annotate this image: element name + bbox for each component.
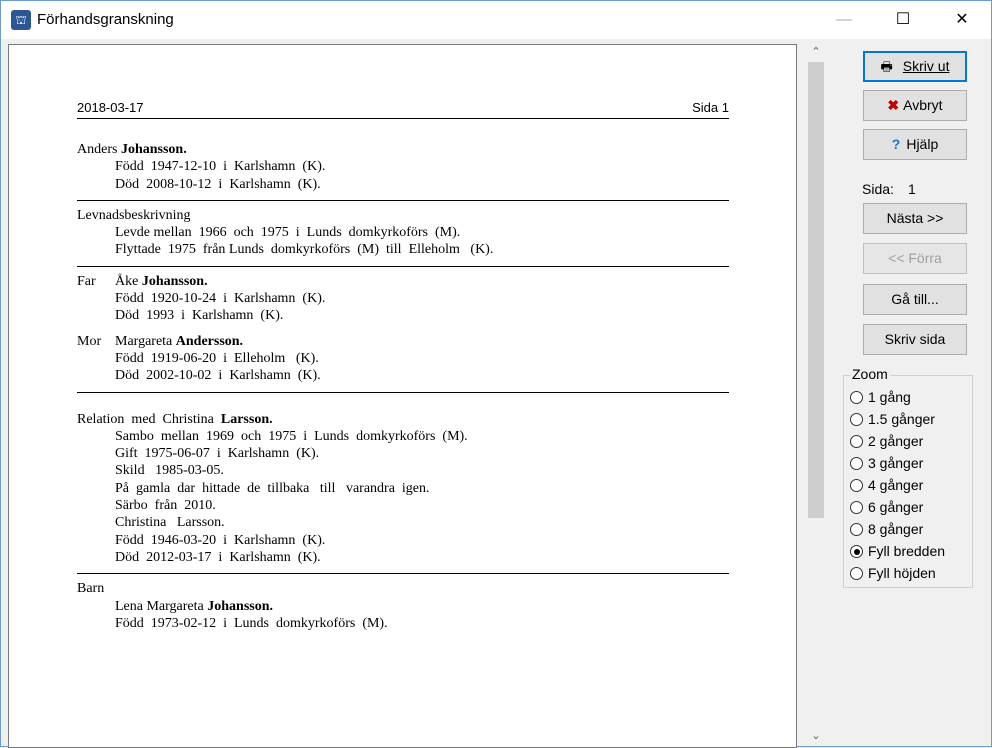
relation-line: Skild 1985-03-05. — [115, 463, 224, 479]
relation-line: Född 1946-03-20 i Karlshamn (K). — [115, 532, 326, 548]
person-section — [77, 119, 729, 201]
next-label: Nästa >> — [886, 210, 944, 226]
maximize-button[interactable]: ☐ — [895, 11, 911, 28]
zoom-option-label: 4 gånger — [868, 477, 924, 493]
relation-line: Död 2012-03-17 i Karlshamn (K). — [115, 549, 321, 565]
cancel-button[interactable] — [863, 90, 967, 121]
prev-button[interactable] — [863, 243, 967, 274]
mor-label: Mor — [77, 333, 102, 349]
scroll-up-icon[interactable]: ⌃ — [811, 46, 821, 58]
radio-icon[interactable] — [850, 391, 863, 404]
relation-line: Gift 1975-06-07 i Karlshamn (K). — [115, 446, 320, 462]
close-button[interactable]: ✕ — [955, 11, 969, 28]
relation-line: Sambo mellan 1969 och 1975 i Lunds domkyrkoförs (M). — [115, 428, 468, 444]
zoom-option-4[interactable] — [850, 474, 923, 496]
window-title: Förhandsgranskning — [37, 11, 174, 28]
far-label: Far — [77, 273, 96, 289]
radio-icon[interactable] — [850, 523, 863, 536]
question-icon: ? — [891, 136, 901, 152]
prev-label: << Förra — [888, 250, 942, 266]
mor-last: Andersson. — [175, 333, 244, 349]
bio-line: Flyttade 1975 från Lunds domkyrkoförs (M) till Elleholm (K). — [115, 242, 494, 258]
cancel-label: Avbryt — [903, 97, 943, 113]
radio-icon[interactable] — [850, 413, 863, 426]
person-first: Anders — [77, 142, 121, 157]
zoom-option-label: 1.5 gånger — [868, 411, 935, 427]
far-last: Johansson. — [141, 273, 208, 289]
person-last: Johansson. — [120, 142, 187, 157]
goto-button[interactable] — [863, 284, 967, 315]
zoom-option-8[interactable] — [850, 518, 923, 540]
parents-section — [77, 267, 729, 393]
print-page-label: Skriv sida — [884, 331, 946, 347]
radio-icon[interactable] — [850, 457, 863, 470]
print-button[interactable] — [863, 51, 967, 82]
preview-page — [77, 100, 729, 639]
radio-icon[interactable] — [850, 435, 863, 448]
mor-line: Död 2002-10-02 i Karlshamn (K). — [115, 368, 321, 384]
zoom-option-1-5[interactable] — [850, 408, 935, 430]
far-line: Född 1920-10-24 i Karlshamn (K). — [115, 291, 326, 307]
zoom-option-fit-height[interactable] — [850, 562, 936, 584]
zoom-option-2[interactable] — [850, 430, 923, 452]
zoom-option-3[interactable] — [850, 452, 923, 474]
children-section — [77, 574, 729, 639]
zoom-option-label: 1 gång — [868, 389, 911, 405]
person-line: Född 1947-12-10 i Karlshamn (K). — [115, 159, 326, 175]
mor-line: Född 1919-06-20 i Elleholm (K). — [115, 350, 319, 366]
relation-line: Särbo från 2010. — [115, 498, 216, 514]
page-number: Sida 1 — [692, 100, 729, 115]
child-line: Född 1973-02-12 i Lunds domkyrkoförs (M). — [115, 615, 388, 631]
help-button[interactable] — [863, 129, 967, 160]
printer-icon: 🖶 — [880, 59, 893, 74]
radio-icon[interactable] — [850, 501, 863, 514]
page-header — [77, 100, 729, 119]
relation-line: Christina Larsson. — [115, 515, 225, 531]
help-label: Hjälp — [906, 136, 939, 152]
zoom-option-label: Fyll bredden — [868, 543, 946, 559]
minimize-button[interactable]: ― — [836, 11, 852, 28]
print-label: Skriv ut — [902, 58, 950, 74]
zoom-option-label: Fyll höjden — [868, 565, 936, 581]
zoom-option-label: 8 gånger — [868, 521, 924, 537]
scroll-thumb[interactable] — [808, 62, 824, 518]
barn-title: Barn — [77, 581, 105, 597]
child-last: Johansson. — [207, 598, 274, 614]
relation-prefix: Relation med Christina — [77, 411, 221, 427]
far-first: Åke — [115, 273, 142, 289]
zoom-option-label: 3 gånger — [868, 455, 924, 471]
zoom-label: Zoom — [852, 366, 888, 382]
app-icon: ⛫ — [11, 10, 31, 30]
page-value: 1 — [908, 181, 916, 197]
page-date: 2018-03-17 — [77, 100, 144, 115]
bio-section — [77, 201, 729, 267]
vertical-scrollbar[interactable] — [806, 44, 826, 746]
bio-title: Levnadsbeskrivning — [77, 207, 191, 223]
zoom-option-fit-width[interactable] — [850, 540, 945, 562]
radio-icon[interactable] — [850, 567, 863, 580]
far-line: Död 1993 i Karlshamn (K). — [115, 308, 284, 324]
goto-label: Gå till... — [891, 291, 939, 307]
red-x-icon: ✖ — [887, 97, 900, 113]
bio-line: Levde mellan 1966 och 1975 i Lunds domkyrkoförs (M). — [115, 225, 461, 241]
page-label: Sida: — [862, 181, 894, 197]
radio-icon[interactable] — [850, 479, 863, 492]
preview-area[interactable] — [8, 44, 797, 748]
child-first: Lena Margareta — [115, 598, 208, 614]
next-button[interactable] — [863, 203, 967, 234]
zoom-option-1[interactable] — [850, 386, 911, 408]
title-bar — [1, 1, 991, 39]
zoom-option-label: 2 gånger — [868, 433, 924, 449]
scroll-down-icon[interactable]: ⌄ — [811, 730, 821, 742]
relation-line: På gamla dar hittade de tillbaka till varandra igen. — [115, 480, 430, 496]
print-page-button[interactable] — [863, 324, 967, 355]
zoom-option-6[interactable] — [850, 496, 923, 518]
zoom-option-label: 6 gånger — [868, 499, 924, 515]
person-line: Död 2008-10-12 i Karlshamn (K). — [115, 176, 321, 192]
relation-last: Larsson. — [220, 411, 273, 427]
relation-section — [77, 393, 729, 575]
mor-first: Margareta — [115, 333, 176, 349]
radio-selected-icon[interactable] — [850, 545, 863, 558]
